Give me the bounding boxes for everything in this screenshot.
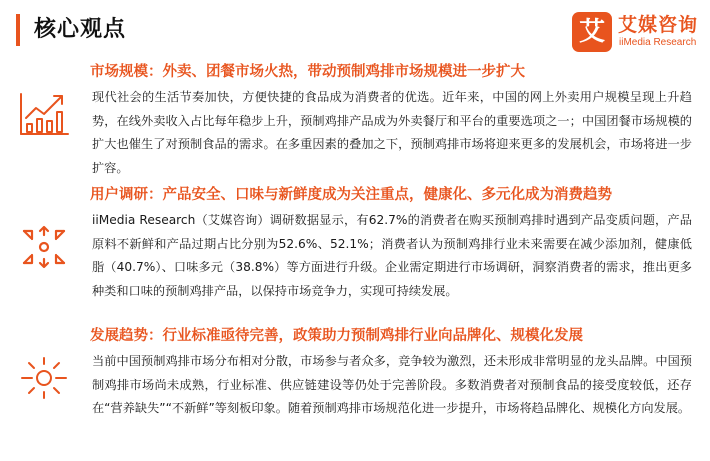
section-heading: 市场规模：外卖、团餐市场火热，带动预制鸡排市场规模进一步扩大 — [90, 64, 525, 80]
section-body: iiMedia Research（艾媒咨询）调研数据显示，有62.7%的消费者在购买预制鸡排时遇到产品变质问题，产品原料不新鲜和产品过期占比分别为52.6%、52.1%；消费者认为预制鸡排行业未来需要在减少添加剂，健康低脂（40.7%）、口味多元（38.8%）等方面进行升级。企业需定期进行市场调研，洞察消费者的需求，推出更多种类和口味的预制鸡排产品，以保持市场竞争力，实现可持续发展。 — [92, 213, 692, 298]
brand-logo — [572, 12, 702, 52]
title-accent-bar — [16, 14, 20, 46]
section-body: 现代社会的生活节奏加快，方便快捷的食品成为消费者的优选。近年来，中国的网上外卖用户规模呈现上升趋势，在线外卖收入占比每年稳步上升，预制鸡排产品成为外卖餐厅和平台的重要选项之一；中国团餐市场规模的扩大也催生了对预制食品的需求。在多重因素的叠加之下，预制鸡排市场将迎来更多的发展机会，市场将进一步扩容。 — [92, 90, 692, 175]
logo-subtitle: iiMedia Research — [619, 37, 697, 48]
section-heading: 用户调研：产品安全、口味与新鲜度成为关注重点，健康化、多元化成为消费趋势 — [90, 187, 612, 203]
logo-name: 艾媒咨询 — [618, 14, 699, 36]
bar-chart-growth-icon — [18, 88, 70, 140]
logo-mark-icon: 艾 — [572, 12, 612, 52]
page-title: 核心观点 — [34, 17, 127, 42]
sun-trend-icon — [18, 352, 70, 404]
section-heading: 发展趋势：行业标准亟待完善，政策助力预制鸡排行业向品牌化、规模化发展 — [90, 328, 583, 344]
expand-arrows-icon — [18, 221, 70, 273]
section-body: 当前中国预制鸡排市场分布相对分散，市场参与者众多，竞争较为激烈，还未形成非常明显的龙头品牌。中国预制鸡排市场尚未成熟，行业标准、供应链建设等仍处于完善阶段。多数消费者对预制食品的接受度较低，还存在“营养缺失”“不新鲜”等刻板印象。随着预制鸡排市场规范化进一步提升，市场将趋品牌化、规模化方向发展。 — [92, 354, 692, 415]
